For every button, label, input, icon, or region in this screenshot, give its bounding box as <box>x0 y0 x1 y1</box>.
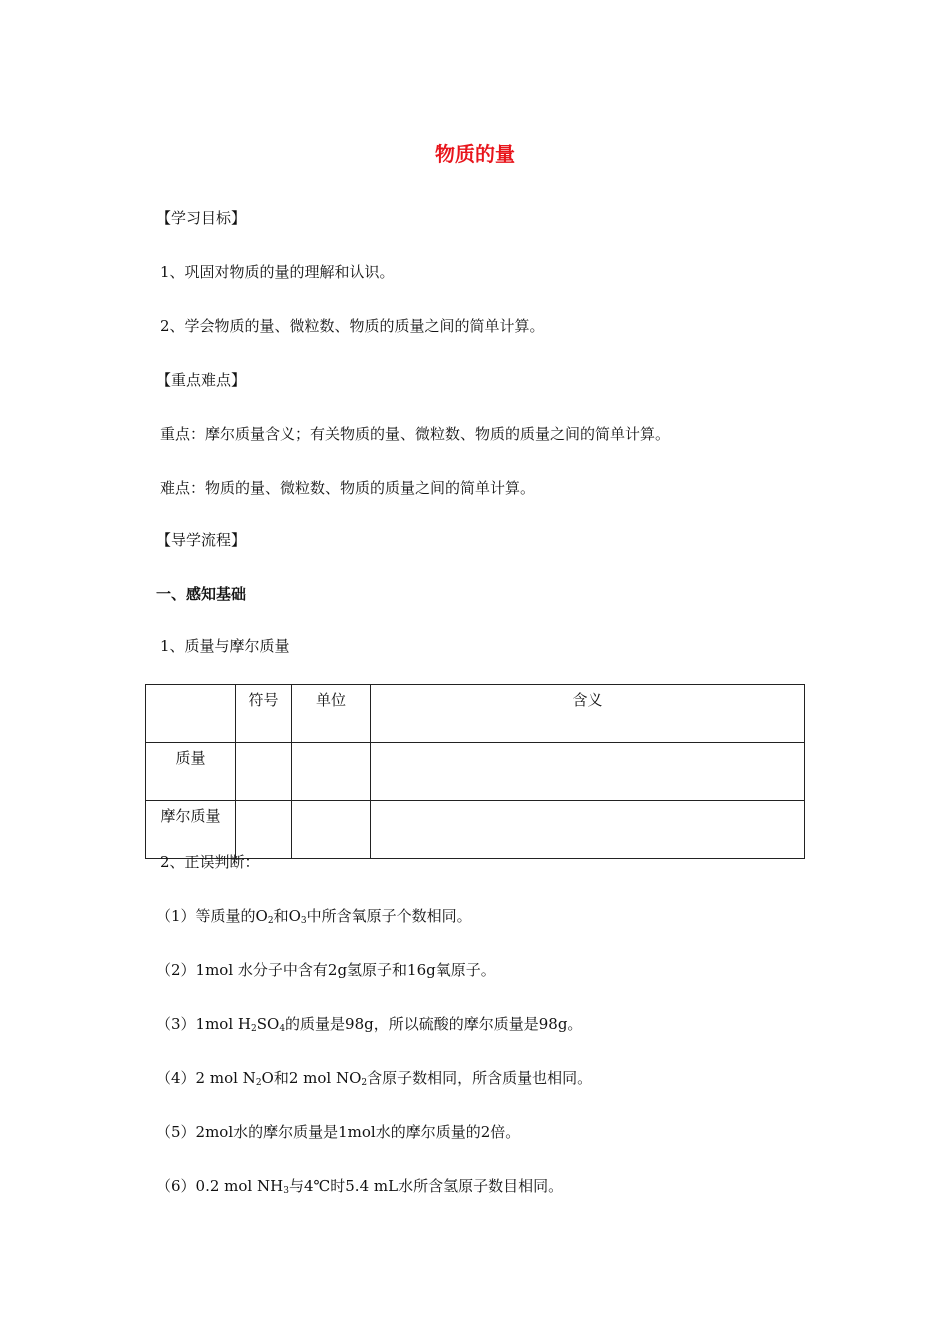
subscript: 2 <box>361 1078 368 1088</box>
item-1-heading: 1、质量与摩尔质量 <box>160 637 290 655</box>
table-row-label: 质量 <box>146 743 236 801</box>
judgement-text: （5）2mol水的摩尔质量是1mol水的摩尔质量的2倍。 <box>156 1123 521 1141</box>
table-header-cell: 含义 <box>371 685 805 743</box>
subscript: 2 <box>251 1024 257 1034</box>
key-heading: 【重点难点】 <box>156 371 247 389</box>
subscript: 3 <box>283 1186 289 1196</box>
subscript: 3 <box>300 916 307 926</box>
judgement-text: （1）等质量的O <box>156 907 268 925</box>
table-header-cell <box>146 685 236 743</box>
table-cell <box>292 743 371 801</box>
judgement-text: （3）1mol H <box>156 1015 251 1033</box>
judgement-text: （4）2 mol N <box>156 1069 256 1087</box>
table-cell <box>236 801 292 859</box>
table-header-cell: 单位 <box>292 685 371 743</box>
mass-table <box>145 684 805 859</box>
judgement-item-1 <box>156 906 472 931</box>
judgement-text: 中所含氧原子个数相同。 <box>306 907 472 925</box>
key-point: 重点：摩尔质量含义；有关物质的量、微粒数、物质的质量之间的简单计算。 <box>160 425 671 443</box>
judgement-text: SO <box>256 1015 280 1033</box>
table-cell <box>371 743 805 801</box>
subscript: 4 <box>279 1024 286 1034</box>
table-cell <box>371 801 805 859</box>
goals-heading: 【学习目标】 <box>156 209 247 227</box>
judgement-text: 含原子数相同，所含质量也相同。 <box>367 1069 593 1087</box>
table-row <box>146 801 805 859</box>
judgement-item-4 <box>156 1068 592 1093</box>
judgement-text: （6）0.2 mol NH <box>156 1177 284 1195</box>
judgement-text: 和O <box>273 907 301 925</box>
judgement-item-3 <box>156 1014 582 1039</box>
judgement-text: O和2 mol NO <box>261 1069 362 1087</box>
table-row-label: 摩尔质量 <box>146 801 236 859</box>
subscript: 2 <box>267 916 274 926</box>
table-cell <box>292 801 371 859</box>
judgement-item-6 <box>156 1176 563 1201</box>
judgement-text: 的质量是98g，所以硫酸的摩尔质量是98g。 <box>285 1015 583 1033</box>
flow-heading: 【导学流程】 <box>156 531 247 549</box>
judgement-text: （2）1mol 水分子中含有2g氢原子和16g氧原子。 <box>156 961 496 979</box>
judgement-heading: 2、正误判断： <box>160 853 260 871</box>
page-title: 物质的量 <box>435 142 515 166</box>
goal-item-2: 2、学会物质的量、微粒数、物质的质量之间的简单计算。 <box>160 317 545 335</box>
judgement-item-5 <box>156 1122 520 1142</box>
subscript: 2 <box>255 1078 262 1088</box>
judgement-text: 与4℃时5.4 mL水所含氢原子数目相同。 <box>288 1177 564 1195</box>
table-row <box>146 743 805 801</box>
table-cell <box>236 743 292 801</box>
difficulty-point: 难点：物质的量、微粒数、物质的质量之间的简单计算。 <box>160 479 536 497</box>
part-one-heading: 一、感知基础 <box>156 585 247 603</box>
table-header-row <box>146 685 805 743</box>
goal-item-1: 1、巩固对物质的量的理解和认识。 <box>160 263 395 281</box>
table-header-cell: 符号 <box>236 685 292 743</box>
judgement-item-2 <box>156 960 496 980</box>
